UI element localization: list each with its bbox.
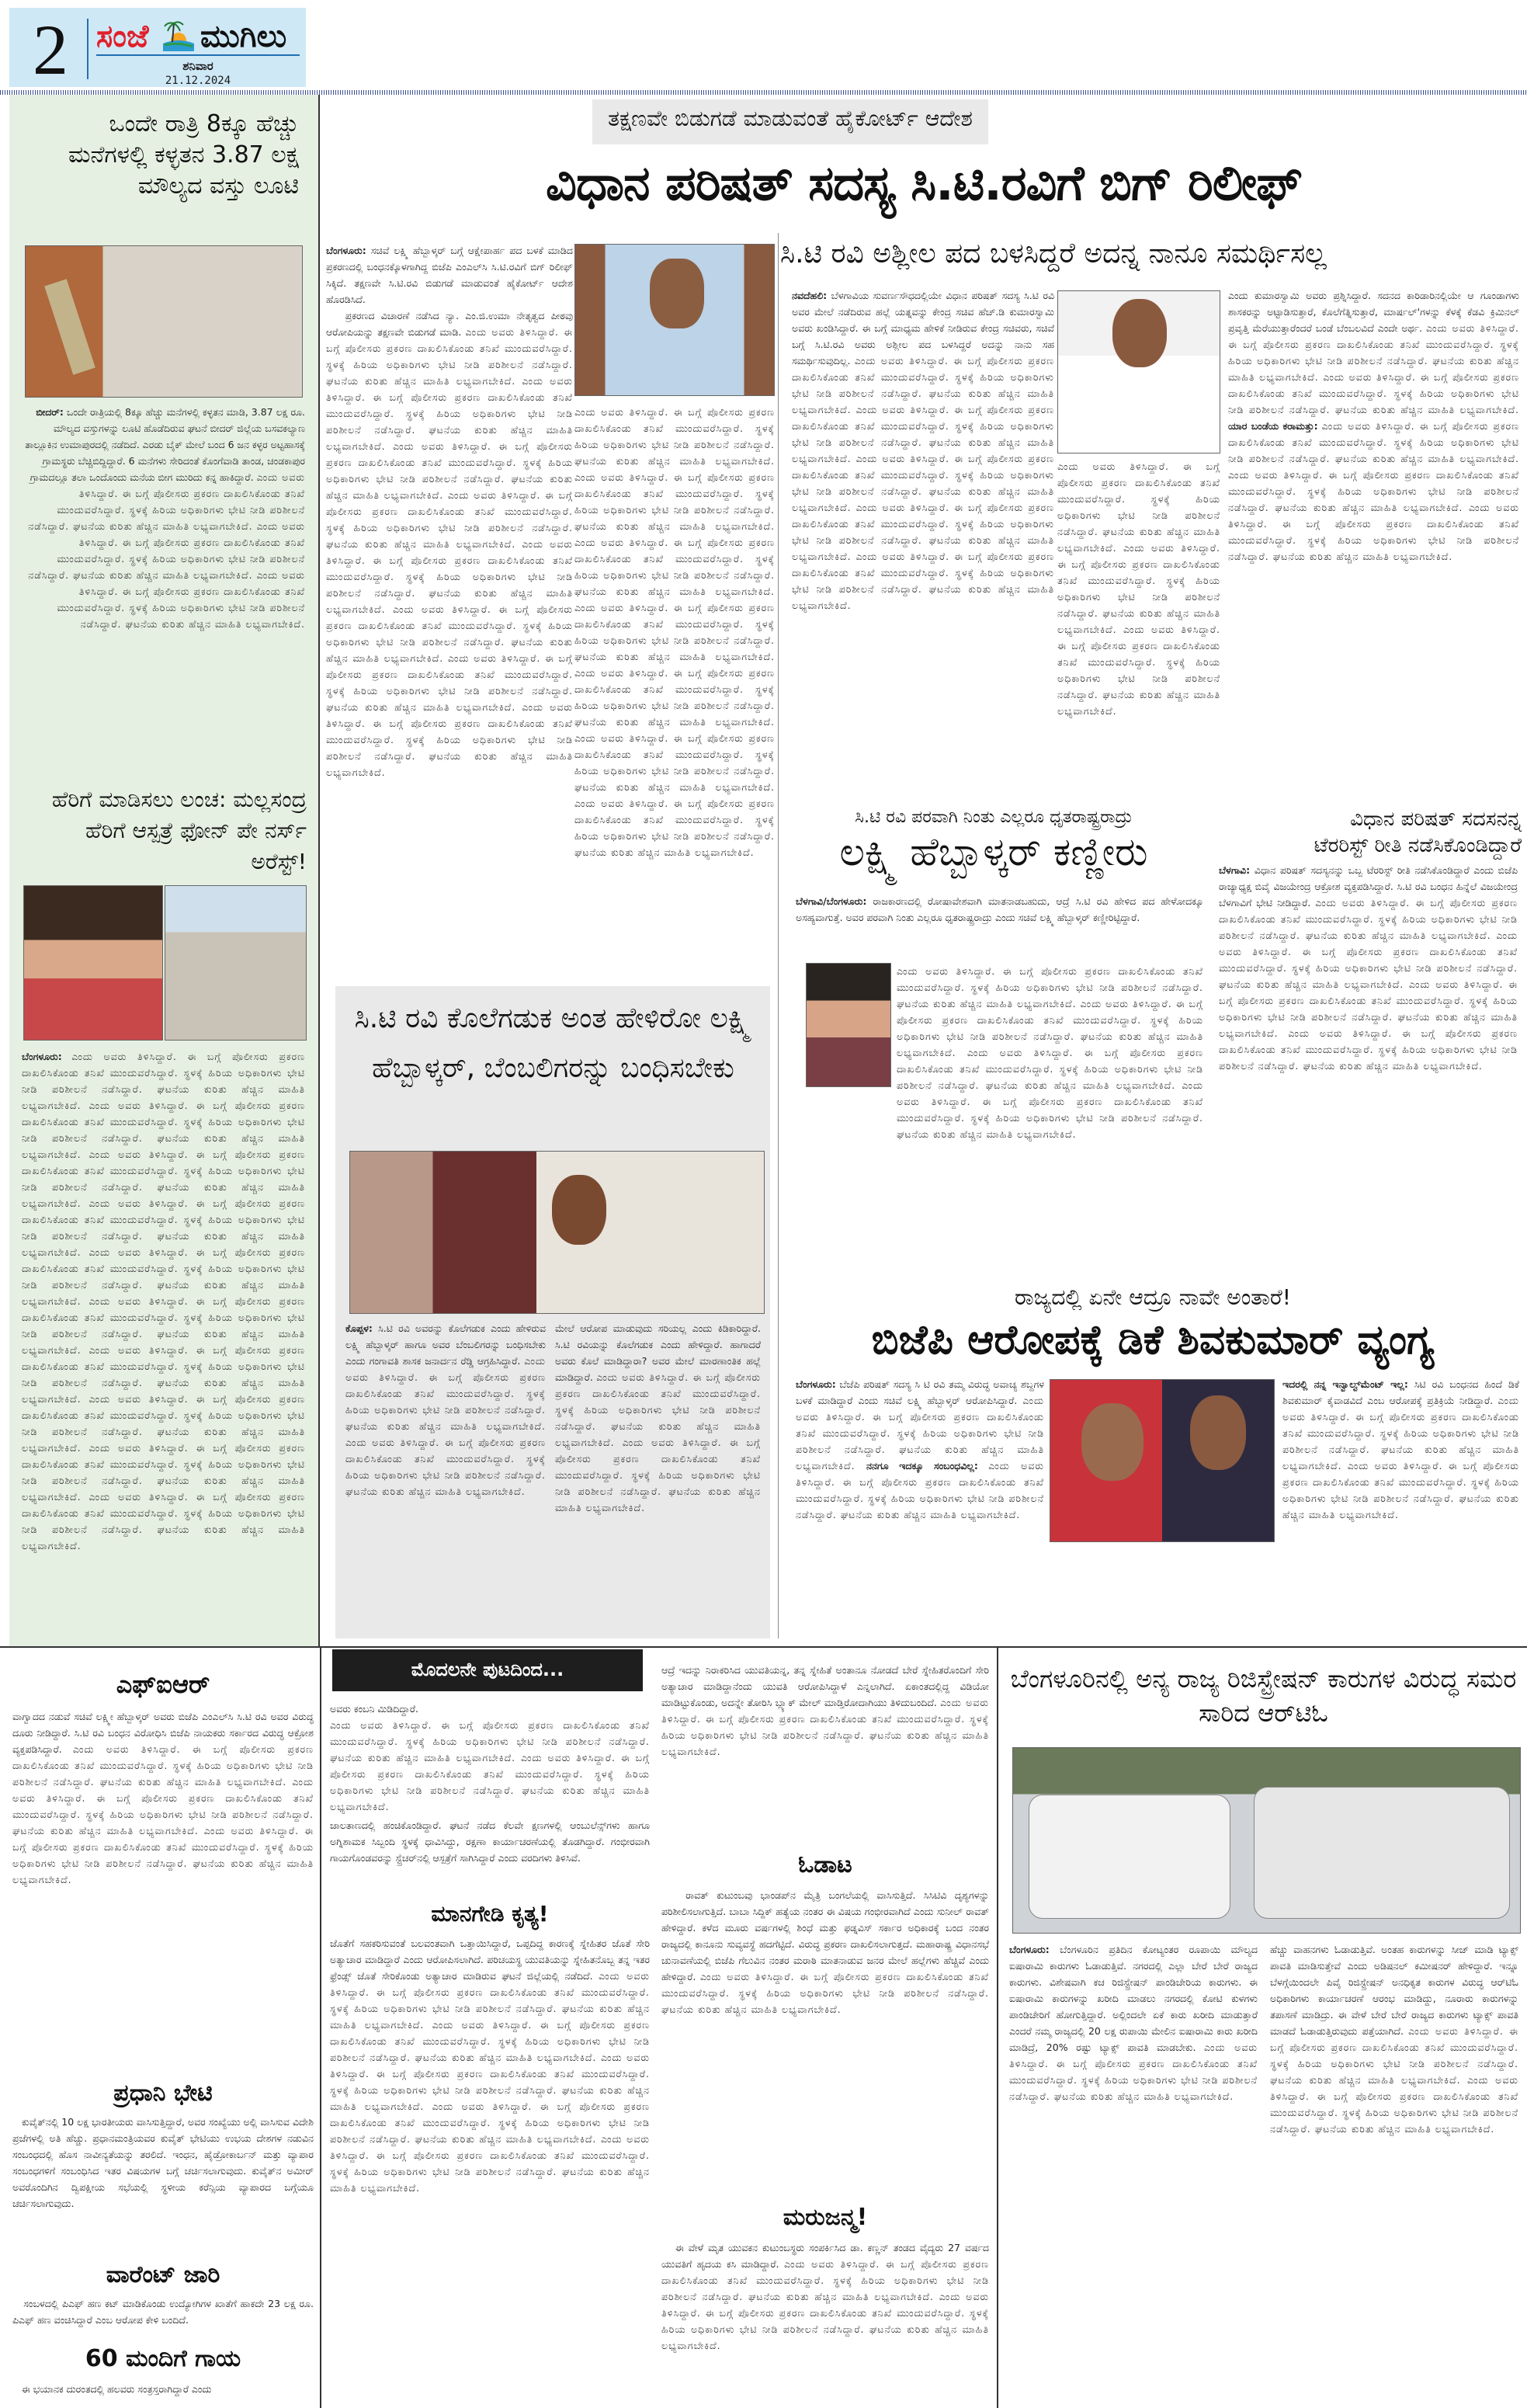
story-text: ಬೆಜೆಪಿ ಪರಿಷತ್ ಸದಸ್ಯ ಸಿ ಟಿ ರವಿ ತಮ್ಮ ವಿರುದ್ಧ ಅವಾಚ್ಯ ಶಬ್ದಗಳ ಬಳಕೆ ಮಾಡಿದ್ದಾರೆ ಎಂದು ಸಚಿವೆ ಲಕ್ಷ್ಮಿ ಹೆಬ್ಬಾಳ್ಕರ್ ಆರೋಪಿಸಿದ್ದಾರೆ. (796, 1378, 1044, 1406)
story-text-continued: ಎಂದು ಅವರು ತಿಳಿಸಿದ್ದಾರೆ. ಈ ಬಗ್ಗೆ ಪೊಲೀಸರು ಪ್ರಕರಣ ದಾಖಲಿಸಿಕೊಂಡು ತನಿಖೆ ಮುಂದುವರೆಸಿದ್ದಾರೆ. ಸ್ಥಳಕ್ಕೆ ಹಿರಿಯ ಅಧಿಕಾರಿಗಳು ಭೇಟಿ ನೀಡಿ ಪರಿಶೀಲನೆ ನಡೆಸಿದ್ದಾರೆ. ಘಟನೆಯ ಕುರಿತು ಹೆಚ್ಚಿನ ಮಾಹಿತಿ ಲಭ್ಯವಾಗಬೇಕಿದೆ. (897, 1079, 1203, 1140)
story-text-continued: ಎಂದು ಅವರು ತಿಳಿಸಿದ್ದಾರೆ. ಈ ಬಗ್ಗೆ ಪೊಲೀಸರು ಪ್ರಕರಣ ದಾಖಲಿಸಿಕೊಂಡು ತನಿಖೆ ಮುಂದುವರೆಸಿದ್ದಾರೆ. ಸ್ಥಳಕ್ಕೆ ಹಿರಿಯ ಅಧಿಕಾರಿಗಳು ಭೇಟಿ ನೀಡಿ ಪರಿಶೀಲನೆ ನಡೆಸಿದ್ದಾರೆ. ಘಟನೆಯ ಕುರಿತು ಹೆಚ್ಚಿನ ಮಾಹಿತಿ ಲಭ್ಯವಾಗಬೇಕಿದೆ. (792, 551, 1054, 611)
story-headline: ಒಂದೇ ರಾತ್ರಿ 8ಕ್ಕೂ ಹೆಚ್ಚು ಮನೆಗಳಲ್ಲಿ ಕಳ್ಳತನ 3.87 ಲಕ್ಷ ಮೌಲ್ಯದ ವಸ್ತು ಲೂಟಿ (68, 110, 299, 200)
nurse-photo (23, 885, 163, 1041)
continued-body-col2 (661, 1887, 989, 2205)
story-text: ಸಂಬಳದಲ್ಲಿ ಪಿಎಫ್ ಹಣ ಕಟ್ ಮಾಡಿಕೊಂಡು ಉದ್ಯೋಗಿಗಳ ಖಾತೆಗೆ ಹಾಕದೇ 23 ಲಕ್ಷ ರೂ. ಪಿಎಫ್ ಹಣ ವಂಚಿಸಿದ್ದಾರೆ ಎಂಬ ಆರೋಪ ಕೇಳಿ ಬಂದಿದೆ. (12, 2298, 314, 2326)
story-text-continued: ಎಂದು ಅವರು ತಿಳಿಸಿದ್ದಾರೆ. ಈ ಬಗ್ಗೆ ಪೊಲೀಸರು ಪ್ರಕರಣ ದಾಖಲಿಸಿಕೊಂಡು ತನಿಖೆ ಮುಂದುವರೆಸಿದ್ದಾರೆ. ಸ್ಥಳಕ್ಕೆ ಹಿರಿಯ ಅಧಿಕಾರಿಗಳು ಭೇಟಿ ನೀಡಿ ಪರಿಶೀಲನೆ ನಡೆಸಿದ್ದಾರೆ. ಘಟನೆಯ ಕುರಿತು ಹೆಚ್ಚಿನ ಮಾಹಿತಿ ಲಭ್ಯವಾಗಬೇಕಿದೆ. (326, 440, 573, 501)
story-text-continued: ಎಂದು ಅವರು ತಿಳಿಸಿದ್ದಾರೆ. ಈ ಬಗ್ಗೆ ಪೊಲೀಸರು ಪ್ರಕರಣ ದಾಖಲಿಸಿಕೊಂಡು ತನಿಖೆ ಮುಂದುವರೆಸಿದ್ದಾರೆ. ಸ್ಥಳಕ್ಕೆ ಹಿರಿಯ ಅಧಿಕಾರಿಗಳು ಭೇಟಿ ನೀಡಿ ಪರಿಶೀಲನೆ ನಡೆಸಿದ್ದಾರೆ. ಘಟನೆಯ ಕುರಿತು ಹೆಚ್ಚಿನ ಮಾಹಿತಿ ಲಭ್ಯವಾಗಬೇಕಿದೆ. (57, 569, 305, 630)
story-text-continued: ಎಂದು ಅವರು ತಿಳಿಸಿದ್ದಾರೆ. ಈ ಬಗ್ಗೆ ಪೊಲೀಸರು ಪ್ರಕರಣ ದಾಖಲಿಸಿಕೊಂಡು ತನಿಖೆ ಮುಂದುವರೆಸಿದ್ದಾರೆ. ಸ್ಥಳಕ್ಕೆ ಹಿರಿಯ ಅಧಿಕಾರಿಗಳು ಭೇಟಿ ನೀಡಿ ಪರಿಶೀಲನೆ ನಡೆಸಿದ್ದಾರೆ. ಘಟನೆಯ ಕುರಿತು ಹೆಚ್ಚಿನ ಮಾಹಿತಿ ಲಭ್ಯವಾಗಬೇಕಿದೆ. (1282, 1395, 1519, 1472)
story-text-continued: ಎಂದು ಅವರು ತಿಳಿಸಿದ್ದಾರೆ. ಈ ಬಗ್ಗೆ ಪೊಲೀಸರು ಪ್ರಕರಣ ದಾಖಲಿಸಿಕೊಂಡು ತನಿಖೆ ಮುಂದುವರೆಸಿದ್ದಾರೆ. ಸ್ಥಳಕ್ಕೆ ಹಿರಿಯ ಅಧಿಕಾರಿಗಳು ಭೇಟಿ ನೀಡಿ ಪರಿಶೀಲನೆ ನಡೆಸಿದ್ದಾರೆ. ಘಟನೆಯ ಕುರಿತು ಹೆಚ್ಚಿನ ಮಾಹಿತಿ ಲಭ್ಯವಾಗಬೇಕಿದೆ. (330, 2019, 650, 2063)
story-text-continued: ಎಂದು ಅವರು ತಿಳಿಸಿದ್ದಾರೆ. ಈ ಬಗ್ಗೆ ಪೊಲೀಸರು ಪ್ರಕರಣ ದಾಖಲಿಸಿಕೊಂಡು ತನಿಖೆ ಮುಂದುವರೆಸಿದ್ದಾರೆ. ಸ್ಥಳಕ್ಕೆ ಹಿರಿಯ ಅಧಿಕಾರಿಗಳು ಭೇಟಿ ನೀಡಿ ಪರಿಶೀಲನೆ ನಡೆಸಿದ್ದಾರೆ. ಘಟನೆಯ ಕುರಿತು ಹೆಚ್ಚಿನ ಮಾಹಿತಿ ಲಭ್ಯವಾಗಬೇಕಿದೆ. (661, 2258, 989, 2302)
section-headline: ವಾರೆಂಟ್ ಜಾರಿ (106, 2261, 220, 2288)
story-text-continued: ಎಂದು ಅವರು ತಿಳಿಸಿದ್ದಾರೆ. ಈ ಬಗ್ಗೆ ಪೊಲೀಸರು ಪ್ರಕರಣ ದಾಖಲಿಸಿಕೊಂಡು ತನಿಖೆ ಮುಂದುವರೆಸಿದ್ದಾರೆ. ಸ್ಥಳಕ್ಕೆ ಹಿರಿಯ ಅಧಿಕಾರಿಗಳು ಭೇಟಿ ನೀಡಿ ಪರಿಶೀಲನೆ ನಡೆಸಿದ್ದಾರೆ. ಘಟನೆಯ ಕುರಿತು ಹೆಚ್ಚಿನ ಮಾಹಿತಿ ಲಭ್ಯವಾಗಬೇಕಿದೆ. (1219, 929, 1518, 990)
issue-day: ಶನಿವಾರ (182, 59, 213, 73)
subhead: ನನಗೂ ಇದಕ್ಕೂ ಸಂಬಂಧವಿಲ್ಲ: (866, 1460, 978, 1472)
story-kicker: ಸಿ.ಟಿ ರವಿ ಪರವಾಗಿ ನಿಂತು ಎಲ್ಲರೂ ಧೃತರಾಷ್ಟ್ರರಾದ್ರು (855, 808, 1133, 827)
dateline: ನವದೆಹಲಿ: (792, 290, 828, 301)
story-headline: ಬೆಂಗಳೂರಿನಲ್ಲಿ ಅನ್ಯ ರಾಜ್ಯ ರಿಜಿಸ್ಟ್ರೇಷನ್ ಕಾರುಗಳ ವಿರುದ್ಧ ಸಮರ ಸಾರಿದ ಆರ್‌ಟಿಓ (1010, 1664, 1517, 1728)
story-text: ಸಚಿವೆ ಲಕ್ಷ್ಮಿ ಹೆಬ್ಬಾಳ್ಕರ್ ಬಗ್ಗೆ ಆಕ್ಷೇಪಾರ್ಹ ಪದ ಬಳಕೆ ಮಾಡಿದ ಪ್ರಕರಣದಲ್ಲಿ ಬಂಧನಕ್ಕೊಳಗಾಗಿದ್ದ ಬಿಜೆಪಿ ಎಂಎಲ್‌ಸಿ ಸಿ.ಟಿ.ರವಿಗೆ ಬಿಗ್ ರಿಲೀಫ್ ಸಿಕ್ಕಿದೆ. ತಕ್ಷಣವೇ ಸಿ.ಟಿ.ರವಿ ಬಿಡುಗಡೆ ಮಾಡುವಂತೆ ಹೈಕೋರ್ಟ್ ಆದೇಶ ಹೊರಡಿಸಿದೆ. (326, 245, 573, 305)
logo-text-black: ಮುಗಿಲು (200, 19, 287, 54)
masthead-divider (87, 19, 88, 79)
story-text: ಕುವೈತ್‌ನಲ್ಲಿ 10 ಲಕ್ಷ ಭಾರತೀಯರು ವಾಸಿಸುತ್ತಿದ್ದಾರೆ, ಅವರ ಸಂಖ್ಯೆಯು ಅಲ್ಲಿ ವಾಸಿಸುವ ವಿದೇಶಿ ಪ್ರಜೆಗಳಲ್ಲಿ ಅತಿ ಹೆಚ್ಚು. ಪ್ರಧಾನಮಂತ್ರಿಯವರ ಕುವೈತ್ ಭೇಟಿಯು ಉಭಯ ದೇಶಗಳ ನಡುವಿನ ಸಂಬಂಧದಲ್ಲಿ ಹೊಸ ನಾವೀನ್ಯತೆಯನ್ನು ತರಲಿದೆ. ಇಂಧನ, ಹೈಡ್ರೋಕಾರ್ಬನ್ ಮತ್ತು ವ್ಯಾಪಾರ ಸಂಬಂಧಗಳಿಗೆ ಸಂಬಂಧಿಸಿದ ಇತರ ವಿಷಯಗಳ ಬಗ್ಗೆ ಚರ್ಚಿಸಲಾಗುವುದು. ಕುವೈತ್‌ನ ಅಮೀರ್ ಅವರೊಂದಿಗಿನ ದ್ವಿಪಕ್ಷೀಯ ಸಭೆಯಲ್ಲಿ ಸ್ಥಳೀಯ ಕರೆನ್ಸಿಯ ವ್ಯಾಪಾರದ ಬಗ್ಗೆಯೂ ಚರ್ಚಿಸಲಾಗುವುದು. (12, 2116, 314, 2209)
story-text-continued: ಎಂದು ಅವರು ತಿಳಿಸಿದ್ದಾರೆ. ಈ ಬಗ್ಗೆ ಪೊಲೀಸರು ಪ್ರಕರಣ ದಾಖಲಿಸಿಕೊಂಡು ತನಿಖೆ ಮುಂದುವರೆಸಿದ್ದಾರೆ. ಸ್ಥಳಕ್ಕೆ ಹಿರಿಯ ಅಧಿಕಾರಿಗಳು ಭೇಟಿ ನೀಡಿ ಪರಿಶೀಲನೆ ನಡೆಸಿದ್ದಾರೆ. ಘಟನೆಯ ಕುರಿತು ಹೆಚ್ಚಿನ ಮಾಹಿತಿ ಲಭ್ಯವಾಗಬೇಕಿದೆ. (345, 1355, 546, 1432)
story-body (1009, 1941, 1258, 2403)
story-text-continued: ಎಂದು ಅವರು ತಿಳಿಸಿದ್ದಾರೆ. ಈ ಬಗ್ಗೆ ಪೊಲೀಸರು ಪ್ರಕರಣ ದಾಖಲಿಸಿಕೊಂಡು ತನಿಖೆ ಮುಂದುವರೆಸಿದ್ದಾರೆ. ಸ್ಥಳಕ್ಕೆ ಹಿರಿಯ ಅಧಿಕಾರಿಗಳು ಭೇಟಿ ನೀಡಿ ಪರಿಶೀಲನೆ ನಡೆಸಿದ್ದಾರೆ. ಘಟನೆಯ ಕುರಿತು ಹೆಚ್ಚಿನ ಮಾಹಿತಿ ಲಭ್ಯವಾಗಬೇಕಿದೆ. (661, 2291, 989, 2351)
portrait-face-shape (650, 259, 704, 328)
story-text: ಎಂದು ಅವರು ತಿಳಿಸಿದ್ದಾರೆ. ಈ ಬಗ್ಗೆ ಪೊಲೀಸರು ಪ್ರಕರಣ ದಾಖಲಿಸಿಕೊಂಡು ತನಿಖೆ ಮುಂದುವರೆಸಿದ್ದಾರೆ. ಸ್ಥಳಕ್ಕೆ ಹಿರಿಯ ಅಧಿಕಾರಿಗಳು ಭೇಟಿ ನೀಡಿ ಪರಿಶೀಲನೆ ನಡೆಸಿದ್ದಾರೆ. ಘಟನೆಯ ಕುರಿತು ಹೆಚ್ಚಿನ ಮಾಹಿತಿ ಲಭ್ಯವಾಗಬೇಕಿದೆ. (22, 1051, 305, 1111)
story-text-continued: ಎಂದು ಅವರು ತಿಳಿಸಿದ್ದಾರೆ. ಈ ಬಗ್ಗೆ ಪೊಲೀಸರು ಪ್ರಕರಣ ದಾಖಲಿಸಿಕೊಂಡು ತನಿಖೆ ಮುಂದುವರೆಸಿದ್ದಾರೆ. ಸ್ಥಳಕ್ಕೆ ಹಿರಿಯ ಅಧಿಕಾರಿಗಳು ಭೇಟಿ ನೀಡಿ ಪರಿಶೀಲನೆ ನಡೆಸಿದ್ದಾರೆ. ಘಟನೆಯ ಕುರಿತು ಹೆಚ್ಚಿನ ಮಾಹಿತಿ ಲಭ್ಯವಾಗಬೇಕಿದೆ. (326, 375, 573, 452)
story-text-continued: ಎಂದು ಅವರು ತಿಳಿಸಿದ್ದಾರೆ. ಈ ಬಗ್ಗೆ ಪೊಲೀಸರು ಪ್ರಕರಣ ದಾಖಲಿಸಿಕೊಂಡು ತನಿಖೆ ಮುಂದುವರೆಸಿದ್ದಾರೆ. ಸ್ಥಳಕ್ಕೆ ಹಿರಿಯ ಅಧಿಕಾರಿಗಳು ಭೇಟಿ ನೀಡಿ ಪರಿಶೀಲನೆ ನಡೆಸಿದ್ದಾರೆ. ಘಟನೆಯ ಕುರಿತು ಹೆಚ್ಚಿನ ಮಾಹಿತಿ ಲಭ್ಯವಾಗಬೇಕಿದೆ. (574, 537, 775, 597)
story-text-continued: ಎಂದು ಅವರು ತಿಳಿಸಿದ್ದಾರೆ. ಈ ಬಗ್ಗೆ ಪೊಲೀಸರು ಪ್ರಕರಣ ದಾಖಲಿಸಿಕೊಂಡು ತನಿಖೆ ಮುಂದುವರೆಸಿದ್ದಾರೆ. ಸ್ಥಳಕ್ಕೆ ಹಿರಿಯ ಅಧಿಕಾರಿಗಳು ಭೇಟಿ ನೀಡಿ ಪರಿಶೀಲನೆ ನಡೆಸಿದ್ದಾರೆ. ಘಟನೆಯ ಕುರಿತು ಹೆಚ್ಚಿನ ಮಾಹಿತಿ ಲಭ್ಯವಾಗಬೇಕಿದೆ. (1270, 2074, 1518, 2135)
white-suv-shape (1254, 1787, 1510, 1919)
story-text-continued: ಎಂದು ಅವರು ತಿಳಿಸಿದ್ದಾರೆ. ಈ ಬಗ್ಗೆ ಪೊಲೀಸರು ಪ್ರಕರಣ ದಾಖಲಿಸಿಕೊಂಡು ತನಿಖೆ ಮುಂದುವರೆಸಿದ್ದಾರೆ. ಸ್ಥಳಕ್ಕೆ ಹಿರಿಯ ಅಧಿಕಾರಿಗಳು ಭೇಟಿ ನೀಡಿ ಪರಿಶೀಲನೆ ನಡೆಸಿದ್ದಾರೆ. ಘಟನೆಯ ಕುರಿತು ಹೆಚ್ಚಿನ ಮಾಹಿತಿ ಲಭ್ಯವಾಗಬೇಕಿದೆ. (1219, 897, 1518, 941)
door-handle-shape (44, 279, 95, 374)
story-headline: ಲಕ್ಷ್ಮಿ ಹೆಬ್ಬಾಳ್ಕರ್ ಕಣ್ಣೀರು (839, 829, 1148, 874)
section-headline: ಮರುಜನ್ಮ! (783, 2204, 868, 2231)
story-text-continued: ಎಂದು ಅವರು ತಿಳಿಸಿದ್ದಾರೆ. ಈ ಬಗ್ಗೆ ಪೊಲೀಸರು ಪ್ರಕರಣ ದಾಖಲಿಸಿಕೊಂಡು ತನಿಖೆ ಮುಂದುವರೆಸಿದ್ದಾರೆ. ಸ್ಥಳಕ್ಕೆ ಹಿರಿಯ ಅಧಿಕಾರಿಗಳು ಭೇಟಿ ನೀಡಿ ಪರಿಶೀಲನೆ ನಡೆಸಿದ್ದಾರೆ. ಘಟನೆಯ ಕುರಿತು ಹೆಚ್ಚಿನ ಮಾಹಿತಿ ಲಭ್ಯವಾಗಬೇಕಿದೆ. (12, 1825, 314, 1885)
sunset-palm-icon (161, 20, 196, 51)
subhead: ಇದರಲ್ಲಿ ನನ್ನ ಇನ್ವಾಲ್ವ್‌ಮೆಂಟ್ ಇಲ್ಲ: (1282, 1378, 1408, 1390)
story-text: ಜೊತೆಗೆ ಸಹಕರಿಸುವಂತೆ ಬಲವಂತವಾಗಿ ಒತ್ತಾಯಿಸಿದ್ದಾರೆ, ಒಪ್ಪದಿದ್ದ ಕಾರಣಕ್ಕೆ ಸ್ನೇಹಿತರ ಜೊತೆ ಸೇರಿ ಅತ್ಯಾಚಾರ ಮಾಡಿದ್ದಾರೆ ಎಂದು ಆರೋಪಿಸಲಾಗಿದೆ. ಪರಿಚಯಸ್ಥ ಯುವತಿಯನ್ನು ಸ್ನೇಹಿತನೊಬ್ಬ ತನ್ನ ಇತರ ಫ್ರೆಂಡ್ಸ್ ಜೊತೆ ಸೇರಿಕೊಂಡು ಅತ್ಯಾಚಾರ ಮಾಡಿರುವ ಘಟನೆ ಜಿಲ್ಲೆಯಲ್ಲಿ ನಡೆದಿದೆ. (330, 1937, 650, 1982)
story-text-continued: ಎಂದು ಅವರು ತಿಳಿಸಿದ್ದಾರೆ. ಈ ಬಗ್ಗೆ ಪೊಲೀಸರು ಪ್ರಕರಣ ದಾಖಲಿಸಿಕೊಂಡು ತನಿಖೆ ಮುಂದುವರೆಸಿದ್ದಾರೆ. ಸ್ಥಳಕ್ಕೆ ಹಿರಿಯ ಅಧಿಕಾರಿಗಳು ಭೇಟಿ ನೀಡಿ ಪರಿಶೀಲನೆ ನಡೆಸಿದ್ದಾರೆ. ಘಟನೆಯ ಕುರಿತು ಹೆಚ್ಚಿನ ಮಾಹಿತಿ ಲಭ್ಯವಾಗಬೇಕಿದೆ. (574, 667, 775, 728)
story-kicker: ರಾಜ್ಯದಲ್ಲಿ ಏನೇ ಆದ್ರೂ ನಾವೇ ಅಂತಾರೆ! (1014, 1284, 1292, 1310)
portrait-face-shape (1081, 1403, 1144, 1481)
dateline: ಬೆಂಗಳೂರು: (326, 245, 366, 256)
story-text-continued: ಎಂದು ಅವರು ತಿಳಿಸಿದ್ದಾರೆ. ಈ ಬಗ್ಗೆ ಪೊಲೀಸರು ಪ್ರಕರಣ ದಾಖಲಿಸಿಕೊಂಡು ತನಿಖೆ ಮುಂದುವರೆಸಿದ್ದಾರೆ. ಸ್ಥಳಕ್ಕೆ ಹಿರಿಯ ಅಧಿಕಾರಿಗಳು ಭೇಟಿ ನೀಡಿ ಪರಿಶೀಲನೆ ನಡೆಸಿದ್ದಾರೆ. ಘಟನೆಯ ಕುರಿತು ಹೆಚ್ಚಿನ ಮಾಹಿತಿ ಲಭ್ಯವಾಗಬೇಕಿದೆ. (330, 2100, 650, 2145)
story-body-right (1270, 1941, 1518, 2403)
story-headline: ಸಿ.ಟಿ ರವಿ ಅಶ್ಲೀಲ ಪದ ಬಳಸಿದ್ದರೆ ಅದನ್ನ ನಾನೂ ಸಮರ್ಥಿಸಲ್ಲ (780, 238, 1327, 269)
story-text: ಎಂದು ಅವರು ತಿಳಿಸಿದ್ದಾರೆ. ಈ ಬಗ್ಗೆ ಪೊಲೀಸರು ಪ್ರಕರಣ ದಾಖಲಿಸಿಕೊಂಡು ತನಿಖೆ ಮುಂದುವರೆಸಿದ್ದಾರೆ. ಸ್ಥಳಕ್ಕೆ ಹಿರಿಯ ಅಧಿಕಾರಿಗಳು ಭೇಟಿ ನೀಡಿ ಪರಿಶೀಲನೆ ನಡೆಸಿದ್ದಾರೆ. ಘಟನೆಯ ಕುರಿತು ಹೆಚ್ಚಿನ ಮಾಹಿತಿ ಲಭ್ಯವಾಗಬೇಕಿದೆ. (22, 1246, 305, 1307)
story-text-continued: ಎಂದು ಅವರು ತಿಳಿಸಿದ್ದಾರೆ. ಈ ಬಗ್ಗೆ ಪೊಲೀಸರು ಪ್ರಕರಣ ದಾಖಲಿಸಿಕೊಂಡು ತನಿಖೆ ಮುಂದುವರೆಸಿದ್ದಾರೆ. ಸ್ಥಳಕ್ಕೆ ಹಿರಿಯ ಅಧಿಕಾರಿಗಳು ಭೇಟಿ ನೀಡಿ ಪರಿಶೀಲನೆ ನಡೆಸಿದ್ದಾರೆ. ಘಟನೆಯ ಕುರಿತು ಹೆಚ್ಚಿನ ಮಾಹಿತಿ ಲಭ್ಯವಾಗಬೇಕಿದೆ. (574, 732, 775, 793)
story-text: ಸಿ.ಟಿ ರವಿ ಅವರನ್ನು ಕೊಲೆಗಡುಕ ಎಂದು ಹೇಳಿರುವ ಲಕ್ಷ್ಮಿ ಹೆಬ್ಬಾಳ್ಕರ್ ಹಾಗೂ ಅವರ ಬೆಂಬಲಿಗರನ್ನು ಬಂಧಿಸಬೇಕು ಎಂದು ಗಂಗಾವತಿ ಶಾಸಕ ಜನಾರ್ದನ ರೆಡ್ಡಿ ಆಗ್ರಹಿಸಿದ್ದಾರೆ. (345, 1322, 546, 1367)
story-text-continued: ಎಂದು ಅವರು ತಿಳಿಸಿದ್ದಾರೆ. ಈ ಬಗ್ಗೆ ಪೊಲೀಸರು ಪ್ರಕರಣ ದಾಖಲಿಸಿಕೊಂಡು ತನಿಖೆ ಮುಂದುವರೆಸಿದ್ದಾರೆ. ಸ್ಥಳಕ್ಕೆ ಹಿರಿಯ ಅಧಿಕಾರಿಗಳು ಭೇಟಿ ನೀಡಿ ಪರಿಶೀಲನೆ ನಡೆಸಿದ್ದಾರೆ. ಘಟನೆಯ ಕುರಿತು ಹೆಚ್ಚಿನ ಮಾಹಿತಿ ಲಭ್ಯವಾಗಬೇಕಿದೆ. (796, 1395, 1044, 1472)
story-text-continued: ಎಂದು ಅವರು ತಿಳಿಸಿದ್ದಾರೆ. ಈ ಬಗ್ಗೆ ಪೊಲೀಸರು ಪ್ರಕರಣ ದಾಖಲಿಸಿಕೊಂಡು ತನಿಖೆ ಮುಂದುವರೆಸಿದ್ದಾರೆ. ಸ್ಥಳಕ್ಕೆ ಹಿರಿಯ ಅಧಿಕಾರಿಗಳು ಭೇಟಿ ನೀಡಿ ಪರಿಶೀಲನೆ ನಡೆಸಿದ್ದಾರೆ. ಘಟನೆಯ ಕುರಿತು ಹೆಚ್ಚಿನ ಮಾಹಿತಿ ಲಭ್ಯವಾಗಬೇಕಿದೆ. (326, 701, 573, 778)
janardhana-reddy-photo (349, 1151, 765, 1314)
story-text-continued: ಎಂದು ಅವರು ತಿಳಿಸಿದ್ದಾರೆ. ಈ ಬಗ್ಗೆ ಪೊಲೀಸರು ಪ್ರಕರಣ ದಾಖಲಿಸಿಕೊಂಡು ತನಿಖೆ ಮುಂದುವರೆಸಿದ್ದಾರೆ. ಸ್ಥಳಕ್ಕೆ ಹಿರಿಯ ಅಧಿಕಾರಿಗಳು ಭೇಟಿ ನೀಡಿ ಪರಿಶೀಲನೆ ನಡೆಸಿದ್ದಾರೆ. ಘಟನೆಯ ಕುರಿತು ಹೆಚ್ಚಿನ ಮಾಹಿತಿ ಲಭ್ಯವಾಗಬೇಕಿದೆ. (28, 520, 305, 581)
story-text-continued: ಎಂದು ಅವರು ತಿಳಿಸಿದ್ದಾರೆ. ಈ ಬಗ್ಗೆ ಪೊಲೀಸರು ಪ್ರಕರಣ ದಾಖಲಿಸಿಕೊಂಡು ತನಿಖೆ ಮುಂದುವರೆಸಿದ್ದಾರೆ. ಸ್ಥಳಕ್ಕೆ ಹಿರಿಯ ಅಧಿಕಾರಿಗಳು ಭೇಟಿ ನೀಡಿ ಪರಿಶೀಲನೆ ನಡೆಸಿದ್ದಾರೆ. ಘಟನೆಯ ಕುರಿತು ಹೆಚ್ಚಿನ ಮಾಹಿತಿ ಲಭ್ಯವಾಗಬೇಕಿದೆ. (897, 965, 1203, 1009)
story-text-continued: ಎಂದು ಅವರು ತಿಳಿಸಿದ್ದಾರೆ. ಈ ಬಗ್ಗೆ ಪೊಲೀಸರು ಪ್ರಕರಣ ದಾಖಲಿಸಿಕೊಂಡು ತನಿಖೆ ಮುಂದುವರೆಸಿದ್ದಾರೆ. ಸ್ಥಳಕ್ಕೆ ಹಿರಿಯ ಅಧಿಕಾರಿಗಳು ಭೇಟಿ ನೀಡಿ ಪರಿಶೀಲನೆ ನಡೆಸಿದ್ದಾರೆ. ಘಟನೆಯ ಕುರಿತು ಹೆಚ್ಚಿನ ಮಾಹಿತಿ ಲಭ್ಯವಾಗಬೇಕಿದೆ. (1009, 2041, 1258, 2102)
section-body (12, 2381, 314, 2397)
story-body-continued (897, 963, 1203, 1273)
section-headline: ಪ್ರಧಾನಿ ಭೇಟಿ (113, 2080, 213, 2107)
lead-headline: ವಿಧಾನ ಪರಿಷತ್ ಸದಸ್ಯ ಸಿ.ಟಿ.ರವಿಗೆ ಬಿಗ್ ರಿಲೀಫ್ (546, 155, 1302, 211)
story-text: ಈ ವೇಳೆ ಮೃತ ಯುವಕನ ಕುಟುಂಬಸ್ಥರು ಸಂಪರ್ಕಿಸಿದ ಡಾ. ಕಣ್ಣನ್ ತಂಡದ ವೈದ್ಯರು 27 ವರ್ಷದ ಯುವತಿಗೆ ಹೃದಯ ಕಸಿ ಮಾಡಿದ್ದಾರೆ. (661, 2242, 989, 2270)
story-text-continued: ಎಂದು ಅವರು ತಿಳಿಸಿದ್ದಾರೆ. ಈ ಬಗ್ಗೆ ಪೊಲೀಸರು ಪ್ರಕರಣ ದಾಖಲಿಸಿಕೊಂಡು ತನಿಖೆ ಮುಂದುವರೆಸಿದ್ದಾರೆ. ಸ್ಥಳಕ್ಕೆ ಹಿರಿಯ ಅಧಿಕಾರಿಗಳು ಭೇಟಿ ನೀಡಿ ಪರಿಶೀಲನೆ ನಡೆಸಿದ್ದಾರೆ. ಘಟನೆಯ ಕುರಿತು ಹೆಚ್ಚಿನ ಮಾಹಿತಿ ಲಭ್ಯವಾಗಬೇಕಿದೆ. (1228, 322, 1519, 383)
story-text-continued: ಎಂದು ಅವರು ತಿಳಿಸಿದ್ದಾರೆ. ಈ ಬಗ್ಗೆ ಪೊಲೀಸರು ಪ್ರಕರಣ ದಾಖಲಿಸಿಕೊಂಡು ತನಿಖೆ ಮುಂದುವರೆಸಿದ್ದಾರೆ. ಸ್ಥಳಕ್ಕೆ ಹಿರಿಯ ಅಧಿಕಾರಿಗಳು ಭೇಟಿ ನೀಡಿ ಪರಿಶೀಲನೆ ನಡೆಸಿದ್ದಾರೆ. ಘಟನೆಯ ಕುರಿತು ಹೆಚ್ಚಿನ ಮಾಹಿತಿ ಲಭ್ಯವಾಗಬೇಕಿದೆ. (326, 603, 573, 664)
story-body (796, 1376, 1044, 1640)
story-text-continued: ಎಂದು ಅವರು ತಿಳಿಸಿದ್ದಾರೆ. ಈ ಬಗ್ಗೆ ಪೊಲೀಸರು ಪ್ರಕರಣ ದಾಖಲಿಸಿಕೊಂಡು ತನಿಖೆ ಮುಂದುವರೆಸಿದ್ದಾರೆ. ಸ್ಥಳಕ್ಕೆ ಹಿರಿಯ ಅಧಿಕಾರಿಗಳು ಭೇಟಿ ನೀಡಿ ಪರಿಶೀಲನೆ ನಡೆಸಿದ್ದಾರೆ. ಘಟನೆಯ ಕುರಿತು ಹೆಚ್ಚಿನ ಮಾಹಿತಿ ಲಭ್ಯವಾಗಬೇಕಿದೆ. (1057, 542, 1220, 635)
story-text-continued: ಎಂದು ಅವರು ತಿಳಿಸಿದ್ದಾರೆ. ಈ ಬಗ್ಗೆ ಪೊಲೀಸರು ಪ್ರಕರಣ ದಾಖಲಿಸಿಕೊಂಡು ತನಿಖೆ ಮುಂದುವರೆಸಿದ್ದಾರೆ. ಸ್ಥಳಕ್ಕೆ ಹಿರಿಯ ಅಧಿಕಾರಿಗಳು ಭೇಟಿ ನೀಡಿ ಪರಿಶೀಲನೆ ನಡೆಸಿದ್ದಾರೆ. ಘಟನೆಯ ಕುರಿತು ಹೆಚ್ಚಿನ ಮಾಹಿತಿ ಲಭ್ಯವಾಗಬೇಕಿದೆ. (326, 652, 573, 713)
lead-story-body (326, 242, 573, 988)
story-text: ರಾಜಕಾರಣದಲ್ಲಿ ರೋಷಾವೇಶವಾಗಿ ಮಾತನಾಡಬಹುದು, ಆದ್ರೆ ಸಿ.ಟಿ ರವಿ ಹೇಳಿದ ಪದ ಹೇಳೋದಕ್ಕೂ ಅಸಹ್ಯವಾಗುತ್ತೆ. ಅವರ ಪರವಾಗಿ ನಿಂತು ಎಲ್ಲರೂ ಧೃತರಾಷ್ಟ್ರರಾದ್ರು ಎಂದು ಸಚಿವೆ ಲಕ್ಷ್ಮಿ ಹೆಬ್ಬಾಳ್ಕರ್ ಕಣ್ಣೀರಿಟ್ಟಿದ್ದಾರೆ. (796, 895, 1203, 923)
story-text-continued: ಎಂದು ಅವರು ತಿಳಿಸಿದ್ದಾರೆ. ಈ ಬಗ್ಗೆ ಪೊಲೀಸರು ಪ್ರಕರಣ ದಾಖಲಿಸಿಕೊಂಡು ತನಿಖೆ ಮುಂದುವರೆಸಿದ್ದಾರೆ. ಸ್ಥಳಕ್ಕೆ ಹಿರಿಯ ಅಧಿಕಾರಿಗಳು ಭೇಟಿ ನೀಡಿ ಪರಿಶೀಲನೆ ನಡೆಸಿದ್ದಾರೆ. ಘಟನೆಯ ಕುರಿತು ಹೆಚ್ಚಿನ ಮಾಹಿತಿ ಲಭ್ಯವಾಗಬೇಕಿದೆ. (330, 2052, 650, 2112)
continued-body (330, 1817, 650, 1866)
story-text-continued: ಎಂದು ಅವರು ತಿಳಿಸಿದ್ದಾರೆ. ಈ ಬಗ್ಗೆ ಪೊಲೀಸರು ಪ್ರಕರಣ ದಾಖಲಿಸಿಕೊಂಡು ತನಿಖೆ ಮುಂದುವರೆಸಿದ್ದಾರೆ. ಸ್ಥಳಕ್ಕೆ ಹಿರಿಯ ಅಧಿಕಾರಿಗಳು ಭೇಟಿ ನೀಡಿ ಪರಿಶೀಲನೆ ನಡೆಸಿದ್ದಾರೆ. ಘಟನೆಯ ಕುರಿತು ಹೆಚ್ಚಿನ ಮಾಹಿತಿ ಲಭ್ಯವಾಗಬೇಕಿದೆ. (28, 471, 305, 532)
story-text-continued: ಎಂದು ಅವರು ತಿಳಿಸಿದ್ದಾರೆ. ಈ ಬಗ್ಗೆ ಪೊಲೀಸರು ಪ್ರಕರಣ ದಾಖಲಿಸಿಕೊಂಡು ತನಿಖೆ ಮುಂದುವರೆಸಿದ್ದಾರೆ. ಸ್ಥಳಕ್ಕೆ ಹಿರಿಯ ಅಧಿಕಾರಿಗಳು ಭೇಟಿ ನೀಡಿ ಪರಿಶೀಲನೆ ನಡೆಸಿದ್ದಾರೆ. ಘಟನೆಯ ಕುರಿತು ಹೆಚ್ಚಿನ ಮಾಹಿತಿ ಲಭ್ಯವಾಗಬೇಕಿದೆ. (326, 538, 573, 615)
story-text: ಪ್ರಕರಣದ ವಿಚಾರಣೆ ನಡೆಸಿದ ನ್ಯಾ. ಎಂ.ಜಿ.ಉಮಾ ನೇತೃತ್ವದ ಪೀಠವು ಆರೋಪಿಯನ್ನು ತಕ್ಷಣವೇ ಬಿಡುಗಡೆ ಮಾಡಿ. (326, 310, 573, 338)
story-text-continued: ಎಂದು ಅವರು ತಿಳಿಸಿದ್ದಾರೆ. ಈ ಬಗ್ಗೆ ಪೊಲೀಸರು ಪ್ರಕರಣ ದಾಖಲಿಸಿಕೊಂಡು ತನಿಖೆ ಮುಂದುವರೆಸಿದ್ದಾರೆ. ಸ್ಥಳಕ್ಕೆ ಹಿರಿಯ ಅಧಿಕಾರಿಗಳು ಭೇಟಿ ನೀಡಿ ಪರಿಶೀಲನೆ ನಡೆಸಿದ್ದಾರೆ. ಘಟನೆಯ ಕುರಿತು ಹೆಚ್ಚಿನ ಮಾಹಿತಿ ಲಭ್ಯವಾಗಬೇಕಿದೆ. (1228, 502, 1519, 562)
story-text-continued: ಎಂದು ಅವರು ತಿಳಿಸಿದ್ದಾರೆ. ಈ ಬಗ್ಗೆ ಪೊಲೀಸರು ಪ್ರಕರಣ ದಾಖಲಿಸಿಕೊಂಡು ತನಿಖೆ ಮುಂದುವರೆಸಿದ್ದಾರೆ. ಸ್ಥಳಕ್ಕೆ ಹಿರಿಯ ಅಧಿಕಾರಿಗಳು ಭೇಟಿ ನೀಡಿ ಪರಿಶೀಲನೆ ನಡೆಸಿದ್ದಾರೆ. ಘಟನೆಯ ಕುರಿತು ಹೆಚ್ಚಿನ ಮಾಹಿತಿ ಲಭ್ಯವಾಗಬೇಕಿದೆ. (1270, 2025, 1518, 2086)
section-body (12, 2295, 314, 2328)
continued-body (330, 1935, 650, 2401)
story-text: ಒಂದೇ ರಾತ್ರಿಯಲ್ಲಿ 8ಕ್ಕೂ ಹೆಚ್ಚು ಮನೆಗಳಲ್ಲಿ ಕಳ್ಳತನ ಮಾಡಿ, 3.87 ಲಕ್ಷ ರೂ. ಮೌಲ್ಯದ ವಸ್ತುಗಳನ್ನು ಲೂಟಿ ಹೊಡೆದಿರುವ ಘಟನೆ ಬೀದರ್ ಜಿಲ್ಲೆಯ ಬಸವಕಲ್ಯಾಣ ತಾಲ್ಲೂಕಿನ ಉಮಾಪುರದಲ್ಲಿ ನಡೆದಿದೆ. ಎರಡು ಬೈಕ್ ಮೇಲೆ ಬಂದ 6 ಜನ ಕಳ್ಳರ ಅಟ್ಟಹಾಸಕ್ಕೆ ಗ್ರಾಮಸ್ಥರು ಬೆಚ್ಚಿಬಿದ್ದಿದ್ದಾರೆ. 6 ಮನೆಗಳು ಸೇರಿದಂತೆ ಕೊಂಗೆವಾಡಿ ತಾಂಡ, ಚಂಡಕಾಪುರ ಗ್ರಾಮದಲ್ಲೂ ತಲಾ ಒಂದೊಂದು ಮನೆಯ ಬೀಗ ಮುರಿದು ಕನ್ನ ಹಾಕಿದ್ದಾರೆ. (25, 406, 305, 483)
story-text: ಎಂದು ಅವರು ತಿಳಿಸಿದ್ದಾರೆ. ಈ ಬಗ್ಗೆ ಪೊಲೀಸರು ಪ್ರಕರಣ ದಾಖಲಿಸಿಕೊಂಡು ತನಿಖೆ ಮುಂದುವರೆಸಿದ್ದಾರೆ. ಸ್ಥಳಕ್ಕೆ ಹಿರಿಯ ಅಧಿಕಾರಿಗಳು ಭೇಟಿ ನೀಡಿ ಪರಿಶೀಲನೆ ನಡೆಸಿದ್ದಾರೆ. ಘಟನೆಯ ಕುರಿತು ಹೆಚ್ಚಿನ ಮಾಹಿತಿ ಲಭ್ಯವಾಗಬೇಕಿದೆ. (22, 1344, 305, 1405)
story-text: ಬೆಳಗಾವಿಯ ಸುವರ್ಣಸೌಧದಲ್ಲಿಯೇ ವಿಧಾನ ಪರಿಷತ್ ಸದಸ್ಯ ಸಿ.ಟಿ ರವಿ ಅವರ ಮೇಲೆ ನಡೆದಿರುವ ಹಲ್ಲೆ ಯತ್ನವನ್ನು ಕೇಂದ್ರ ಸಚಿವ ಹೆಚ್.ಡಿ ಕುಮಾರಸ್ವಾಮಿ ಅವರು ಖಂಡಿಸಿದ್ದಾರೆ. ಈ ಬಗ್ಗೆ ಮಾಧ್ಯಮ ಹೇಳಿಕೆ ನೀಡಿರುವ ಕೇಂದ್ರ ಸಚಿವರು, ಸಚಿವೆ ಬಗ್ಗೆ ಸಿ.ಟಿ.ರವಿ ಅವರು ಅಶ್ಲೀಲ ಪದ ಬಳಸಿದ್ದರೆ ಅದನ್ನು ನಾನು ಸಹ ಸಮರ್ಥಿಸುವುದಿಲ್ಲ. (792, 290, 1054, 367)
section-body (12, 1708, 314, 2042)
story-text-continued: ಎಂದು ಅವರು ತಿಳಿಸಿದ್ದಾರೆ. ಈ ಬಗ್ಗೆ ಪೊಲೀಸರು ಪ್ರಕರಣ ದಾಖಲಿಸಿಕೊಂಡು ತನಿಖೆ ಮುಂದುವರೆಸಿದ್ದಾರೆ. ಸ್ಥಳಕ್ಕೆ ಹಿರಿಯ ಅಧಿಕಾರಿಗಳು ಭೇಟಿ ನೀಡಿ ಪರಿಶೀಲನೆ ನಡೆಸಿದ್ದಾರೆ. ಘಟನೆಯ ಕುರಿತು ಹೆಚ್ಚಿನ ಮಾಹಿತಿ ಲಭ್ಯವಾಗಬೇಕಿದೆ. (555, 1437, 761, 1513)
continued-body (330, 1701, 650, 1817)
dateline: ಬೆಂಗಳೂರು: (22, 1051, 62, 1062)
story-text: ಜಾಲತಾಣದಲ್ಲಿ ಹಂಚಿಕೊಂಡಿದ್ದಾರೆ. ಘಟನೆ ನಡೆದ ಕೆಲವೇ ಕ್ಷಣಗಳಲ್ಲಿ ಆಂಬುಲೆನ್ಸ್‌ಗಳು ಹಾಗೂ ಅಗ್ನಿಶಾಮಕ ಸಿಬ್ಬಂದಿ ಸ್ಥಳಕ್ಕೆ ಧಾವಿಸಿದ್ದು, ರಕ್ಷಣಾ ಕಾರ್ಯಾಚರಣೆಯಲ್ಲಿ ತೊಡಗಿದ್ದಾರೆ. ಗಂಭೀರವಾಗಿ ಗಾಯಗೊಂಡವರನ್ನು ಸ್ಟ್ರೆಚರ್‌ನಲ್ಲಿ ಆಸ್ಪತ್ರೆಗೆ ಸಾಗಿಸಿದ್ದಾರೆ ಎಂದು ವರದಿಗಳು ತಿಳಿಸಿವೆ. (330, 1819, 650, 1864)
ct-ravi-photo (574, 244, 775, 396)
story-text: ಹೆಚ್ಚು ವಾಹನಗಳು ಓಡಾಡುತ್ತಿವೆ. ಅಂತಹ ಕಾರುಗಳನ್ನು ಸೀಜ್ ಮಾಡಿ ಟ್ಯಾಕ್ಸ್ ಪಾವತಿ ಮಾಡಿಸುತ್ತೇವೆ ಎಂದು ಅಡಿಷನಲ್ ಕಮೀಷನರ್ ಹೇಳಿದ್ದಾರೆ. ಇನ್ನೂ ಬೆಳಗ್ಗೆಯಿಂದಲೇ ಪಿವೈ ರಿಜಿಸ್ಟ್ರೇಷನ್ ಅನಧಿಕೃತ ಕಾರುಗಳ ವಿರುದ್ಧ ಆರ್‌ಟಿಓ ಅಧಿಕಾರಿಗಳು ಕಾರ್ಯಾಚರಣೆ ಆರಂಭ ಮಾಡಿದ್ದು, ನೂರಾರು ಕಾರುಗಳನ್ನು ತಪಾಸಣೆ ಮಾಡಿದ್ರು. ಈ ವೇಳೆ ಬೇರೆ ಬೇರೆ ರಾಜ್ಯದ ಕಾರುಗಳು ಟ್ಯಾಕ್ಸ್ ಪಾವತಿ ಮಾಡದೆ ಓಡಾಡುತ್ತಿರುವುದು ಪತ್ತೆಯಾಗಿದೆ. (1270, 1944, 1518, 2037)
story-text: ಎಂದು ಅವರು ತಿಳಿಸಿದ್ದಾರೆ. ಈ ಬಗ್ಗೆ ಪೊಲೀಸರು ಪ್ರಕರಣ ದಾಖಲಿಸಿಕೊಂಡು ತನಿಖೆ ಮುಂದುವರೆಸಿದ್ದಾರೆ. ಸ್ಥಳಕ್ಕೆ ಹಿರಿಯ ಅಧಿಕಾರಿಗಳು ಭೇಟಿ ನೀಡಿ ಪರಿಶೀಲನೆ ನಡೆಸಿದ್ದಾರೆ. ಘಟನೆಯ ಕುರಿತು ಹೆಚ್ಚಿನ ಮಾಹಿತಿ ಲಭ್ಯವಾಗಬೇಕಿದೆ. (22, 1393, 305, 1454)
luxury-cars-photo (1012, 1747, 1521, 1934)
hospital-photo (165, 885, 307, 1041)
column-divider (997, 1648, 998, 2408)
story-text-continued: ಎಂದು ಅವರು ತಿಳಿಸಿದ್ದಾರೆ. ಈ ಬಗ್ಗೆ ಪೊಲೀಸರು ಪ್ರಕರಣ ದಾಖಲಿಸಿಕೊಂಡು ತನಿಖೆ ಮುಂದುವರೆಸಿದ್ದಾರೆ. ಸ್ಥಳಕ್ಕೆ ಹಿರಿಯ ಅಧಿಕಾರಿಗಳು ಭೇಟಿ ನೀಡಿ ಪರಿಶೀಲನೆ ನಡೆಸಿದ್ದಾರೆ. ಘಟನೆಯ ಕುರಿತು ಹೆಚ್ಚಿನ ಮಾಹಿತಿ ಲಭ್ಯವಾಗಬೇಕಿದೆ. (330, 1970, 650, 2031)
story-text-continued: ಎಂದು ಅವರು ತಿಳಿಸಿದ್ದಾರೆ. ಈ ಬಗ್ಗೆ ಪೊಲೀಸರು ಪ್ರಕರಣ ದಾಖಲಿಸಿಕೊಂಡು ತನಿಖೆ ಮುಂದುವರೆಸಿದ್ದಾರೆ. ಸ್ಥಳಕ್ಕೆ ಹಿರಿಯ ಅಧಿಕಾರಿಗಳು ಭೇಟಿ ನೀಡಿ ಪರಿಶೀಲನೆ ನಡೆಸಿದ್ದಾರೆ. ಘಟನೆಯ ಕುರಿತು ಹೆಚ್ಚಿನ ಮಾಹಿತಿ ಲಭ್ಯವಾಗಬೇಕಿದೆ. (574, 602, 775, 662)
logo-text-red: ಸಂಜೆ (96, 19, 149, 54)
story-text-continued: ಎಂದು ಅವರು ತಿಳಿಸಿದ್ದಾರೆ. ಈ ಬಗ್ಗೆ ಪೊಲೀಸರು ಪ್ರಕರಣ ದಾಖಲಿಸಿಕೊಂಡು ತನಿಖೆ ಮುಂದುವರೆಸಿದ್ದಾರೆ. ಸ್ಥಳಕ್ಕೆ ಹಿರಿಯ ಅಧಿಕಾರಿಗಳು ಭೇಟಿ ನೀಡಿ ಪರಿಶೀಲನೆ ನಡೆಸಿದ್ದಾರೆ. ಘಟನೆಯ ಕುರಿತು ಹೆಚ್ಚಿನ ಮಾಹಿತಿ ಲಭ್ಯವಾಗಬೇಕಿದೆ. (1282, 1460, 1519, 1520)
story-text-continued: ಎಂದು ಅವರು ತಿಳಿಸಿದ್ದಾರೆ. ಈ ಬಗ್ಗೆ ಪೊಲೀಸರು ಪ್ರಕರಣ ದಾಖಲಿಸಿಕೊಂಡು ತನಿಖೆ ಮುಂದುವರೆಸಿದ್ದಾರೆ. ಸ್ಥಳಕ್ಕೆ ಹಿರಿಯ ಅಧಿಕಾರಿಗಳು ಭೇಟಿ ನೀಡಿ ಪರಿಶೀಲನೆ ನಡೆಸಿದ್ದಾರೆ. ಘಟನೆಯ ಕುರಿತು ಹೆಚ್ಚಿನ ಮಾಹಿತಿ ಲಭ್ಯವಾಗಬೇಕಿದೆ. (574, 471, 775, 532)
story-text: ಎಂದು ಅವರು ತಿಳಿಸಿದ್ದಾರೆ. ಈ ಬಗ್ಗೆ ಪೊಲೀಸರು ಪ್ರಕರಣ ದಾಖಲಿಸಿಕೊಂಡು ತನಿಖೆ ಮುಂದುವರೆಸಿದ್ದಾರೆ. ಸ್ಥಳಕ್ಕೆ ಹಿರಿಯ ಅಧಿಕಾರಿಗಳು ಭೇಟಿ ನೀಡಿ ಪರಿಶೀಲನೆ ನಡೆಸಿದ್ದಾರೆ. ಘಟನೆಯ ಕುರಿತು ಹೆಚ್ಚಿನ ಮಾಹಿತಿ ಲಭ್ಯವಾಗಬೇಕಿದೆ. (22, 1148, 305, 1209)
story-body (1219, 862, 1518, 1258)
story-body (22, 1048, 305, 1638)
story-text-continued: ಎಂದು ಅವರು ತಿಳಿಸಿದ್ದಾರೆ. ಈ ಬಗ್ಗೆ ಪೊಲೀಸರು ಪ್ರಕರಣ ದಾಖಲಿಸಿಕೊಂಡು ತನಿಖೆ ಮುಂದುವರೆಸಿದ್ದಾರೆ. ಸ್ಥಳಕ್ಕೆ ಹಿರಿಯ ಅಧಿಕಾರಿಗಳು ಭೇಟಿ ನೀಡಿ ಪರಿಶೀಲನೆ ನಡೆಸಿದ್ದಾರೆ. ಘಟನೆಯ ಕುರಿತು ಹೆಚ್ಚಿನ ಮಾಹಿತಿ ಲಭ್ಯವಾಗಬೇಕಿದೆ. (1057, 460, 1220, 554)
continued-banner-label: ಮೊದಲನೇ ಪುಟದಿಂದ... (411, 1659, 564, 1680)
story-text: ಎಂದು ಅವರು ತಿಳಿಸಿದ್ದಾರೆ. ಈ ಬಗ್ಗೆ ಪೊಲೀಸರು ಪ್ರಕರಣ ದಾಖಲಿಸಿಕೊಂಡು ತನಿಖೆ ಮುಂದುವರೆಸಿದ್ದಾರೆ. ಸ್ಥಳಕ್ಕೆ ಹಿರಿಯ ಅಧಿಕಾರಿಗಳು ಭೇಟಿ ನೀಡಿ ಪರಿಶೀಲನೆ ನಡೆಸಿದ್ದಾರೆ. ಘಟನೆಯ ಕುರಿತು ಹೆಚ್ಚಿನ ಮಾಹಿತಿ ಲಭ್ಯವಾಗಬೇಕಿದೆ. (22, 1295, 305, 1356)
story-text: ಎಂದು ಅವರು ತಿಳಿಸಿದ್ದಾರೆ. ಈ ಬಗ್ಗೆ ಪೊಲೀಸರು ಪ್ರಕರಣ ದಾಖಲಿಸಿಕೊಂಡು ತನಿಖೆ ಮುಂದುವರೆಸಿದ್ದಾರೆ. ಸ್ಥಳಕ್ಕೆ ಹಿರಿಯ ಅಧಿಕಾರಿಗಳು ಭೇಟಿ ನೀಡಿ ಪರಿಶೀಲನೆ ನಡೆಸಿದ್ದಾರೆ. ಘಟನೆಯ ಕುರಿತು ಹೆಚ್ಚಿನ ಮಾಹಿತಿ ಲಭ್ಯವಾಗಬೇಕಿದೆ. (22, 1491, 305, 1551)
lead-kicker: ತಕ್ಷಣವೇ ಬಿಡುಗಡೆ ಮಾಡುವಂತೆ ಹೈಕೋರ್ಟ್ ಆದೇಶ (608, 106, 973, 131)
story-body (22, 404, 305, 632)
story-headline: ಬಿಜೆಪಿ ಆರೋಪಕ್ಕೆ ಡಿಕೆ ಶಿವಕುಮಾರ್ ವ್ಯಂಗ್ಯ (871, 1317, 1435, 1364)
continued-body-col2 (661, 2239, 989, 2403)
story-text-continued: ಎಂದು ಅವರು ತಿಳಿಸಿದ್ದಾರೆ. ಈ ಬಗ್ಗೆ ಪೊಲೀಸರು ಪ್ರಕರಣ ದಾಖಲಿಸಿಕೊಂಡು ತನಿಖೆ ಮುಂದುವರೆಸಿದ್ದಾರೆ. ಸ್ಥಳಕ್ಕೆ ಹಿರಿಯ ಅಧಿಕಾರಿಗಳು ಭೇಟಿ ನೀಡಿ ಪರಿಶೀಲನೆ ನಡೆಸಿದ್ದಾರೆ. ಘಟನೆಯ ಕುರಿತು ಹೆಚ್ಚಿನ ಮಾಹಿತಿ ಲಭ್ಯವಾಗಬೇಕಿದೆ. (555, 1371, 761, 1448)
story-text-continued: ಎಂದು ಅವರು ತಿಳಿಸಿದ್ದಾರೆ. ಈ ಬಗ್ಗೆ ಪೊಲೀಸರು ಪ್ರಕರಣ ದಾಖಲಿಸಿಕೊಂಡು ತನಿಖೆ ಮುಂದುವರೆಸಿದ್ದಾರೆ. ಸ್ಥಳಕ್ಕೆ ಹಿರಿಯ ಅಧಿಕಾರಿಗಳು ಭೇಟಿ ನೀಡಿ ಪರಿಶೀಲನೆ ನಡೆಸಿದ್ದಾರೆ. ಘಟನೆಯ ಕುರಿತು ಹೆಚ್ಚಿನ ಮಾಹಿತಿ ಲಭ್ಯವಾಗಬೇಕಿದೆ. (1228, 371, 1519, 415)
story-text-continued: ಎಂದು ಅವರು ತಿಳಿಸಿದ್ದಾರೆ. ಈ ಬಗ್ಗೆ ಪೊಲೀಸರು ಪ್ರಕರಣ ದಾಖಲಿಸಿಕೊಂಡು ತನಿಖೆ ಮುಂದುವರೆಸಿದ್ದಾರೆ. ಸ್ಥಳಕ್ಕೆ ಹಿರಿಯ ಅಧಿಕಾರಿಗಳು ಭೇಟಿ ನೀಡಿ ಪರಿಶೀಲನೆ ನಡೆಸಿದ್ದಾರೆ. ಘಟನೆಯ ಕುರಿತು ಹೆಚ್ಚಿನ ಮಾಹಿತಿ ಲಭ್ಯವಾಗಬೇಕಿದೆ. (661, 1697, 989, 1757)
story-body (345, 1320, 546, 1631)
story-text-continued: ಎಂದು ಅವರು ತಿಳಿಸಿದ್ದಾರೆ. ಈ ಬಗ್ಗೆ ಪೊಲೀಸರು ಪ್ರಕರಣ ದಾಖಲಿಸಿಕೊಂಡು ತನಿಖೆ ಮುಂದುವರೆಸಿದ್ದಾರೆ. ಸ್ಥಳಕ್ಕೆ ಹಿರಿಯ ಅಧಿಕಾರಿಗಳು ಭೇಟಿ ನೀಡಿ ಪರಿಶೀಲನೆ ನಡೆಸಿದ್ದಾರೆ. ಘಟನೆಯ ಕುರಿತು ಹೆಚ್ಚಿನ ಮಾಹಿತಿ ಲಭ್ಯವಾಗಬೇಕಿದೆ. (326, 489, 573, 550)
story-kicker: ವಿಧಾನ ಪರಿಷತ್ ಸದಸನನ್ನ (1350, 808, 1522, 831)
story-body (796, 893, 1203, 963)
story-text-continued: ಎಂದು ಅವರು ತಿಳಿಸಿದ್ದಾರೆ. ಈ ಬಗ್ಗೆ ಪೊಲೀಸರು ಪ್ರಕರಣ ದಾಖಲಿಸಿಕೊಂಡು ತನಿಖೆ ಮುಂದುವರೆಸಿದ್ದಾರೆ. ಸ್ಥಳಕ್ಕೆ ಹಿರಿಯ ಅಧಿಕಾರಿಗಳು ಭೇಟಿ ನೀಡಿ ಪರಿಶೀಲನೆ ನಡೆಸಿದ್ದಾರೆ. ಘಟನೆಯ ಕುರಿತು ಹೆಚ್ಚಿನ ಮಾಹಿತಿ ಲಭ್ಯವಾಗಬೇಕಿದೆ. (1219, 978, 1518, 1039)
section-divider (0, 1646, 1527, 1648)
story-text-continued: ಎಂದು ಅವರು ತಿಳಿಸಿದ್ದಾರೆ. ಈ ಬಗ್ಗೆ ಪೊಲೀಸರು ಪ್ರಕರಣ ದಾಖಲಿಸಿಕೊಂಡು ತನಿಖೆ ಮುಂದುವರೆಸಿದ್ದಾರೆ. ಸ್ಥಳಕ್ಕೆ ಹಿರಿಯ ಅಧಿಕಾರಿಗಳು ಭೇಟಿ ನೀಡಿ ಪರಿಶೀಲನೆ ನಡೆಸಿದ್ದಾರೆ. ಘಟನೆಯ ಕುರಿತು ಹೆಚ್ಚಿನ ಮಾಹಿತಿ ಲಭ್ಯವಾಗಬೇಕಿದೆ. (345, 1437, 546, 1497)
story-text-continued: ಎಂದು ಅವರು ತಿಳಿಸಿದ್ದಾರೆ. ಈ ಬಗ್ಗೆ ಪೊಲೀಸರು ಪ್ರಕರಣ ದಾಖಲಿಸಿಕೊಂಡು ತನಿಖೆ ಮುಂದುವರೆಸಿದ್ದಾರೆ. ಸ್ಥಳಕ್ಕೆ ಹಿರಿಯ ಅಧಿಕಾರಿಗಳು ಭೇಟಿ ನೀಡಿ ಪರಿಶೀಲನೆ ನಡೆಸಿದ್ದಾರೆ. ಘಟನೆಯ ಕುರಿತು ಹೆಚ್ಚಿನ ಮಾಹಿತಿ ಲಭ್ಯವಾಗಬೇಕಿದೆ. (1057, 624, 1220, 717)
dateline: ಬೆಂಗಳೂರು: (796, 1378, 836, 1390)
story-text-continued: ಎಂದು ಅವರು ತಿಳಿಸಿದ್ದಾರೆ. ಈ ಬಗ್ಗೆ ಪೊಲೀಸರು ಪ್ರಕರಣ ದಾಖಲಿಸಿಕೊಂಡು ತನಿಖೆ ಮುಂದುವರೆಸಿದ್ದಾರೆ. ಸ್ಥಳಕ್ಕೆ ಹಿರಿಯ ಅಧಿಕಾರಿಗಳು ಭೇಟಿ ನೀಡಿ ಪರಿಶೀಲನೆ ನಡೆಸಿದ್ದಾರೆ. ಘಟನೆಯ ಕುರಿತು ಹೆಚ್ಚಿನ ಮಾಹಿತಿ ಲಭ್ಯವಾಗಬೇಕಿದೆ. (574, 797, 775, 858)
story-body-right (1228, 287, 1519, 808)
story-text-continued: ಎಂದು ಅವರು ತಿಳಿಸಿದ್ದಾರೆ. ಈ ಬಗ್ಗೆ ಪೊಲೀಸರು ಪ್ರಕರಣ ದಾಖಲಿಸಿಕೊಂಡು ತನಿಖೆ ಮುಂದುವರೆಸಿದ್ದಾರೆ. ಸ್ಥಳಕ್ಕೆ ಹಿರಿಯ ಅಧಿಕಾರಿಗಳು ಭೇಟಿ ನೀಡಿ ಪರಿಶೀಲನೆ ನಡೆಸಿದ್ದಾರೆ. ಘಟನೆಯ ಕುರಿತು ಹೆಚ್ಚಿನ ಮಾಹಿತಿ ಲಭ್ಯವಾಗಬೇಕಿದೆ. (792, 453, 1054, 513)
portrait-face-shape (1112, 299, 1167, 367)
story-headline: ಸಿ.ಟಿ ರವಿ ಕೊಲೆಗಡುಕ ಅಂತ ಹೇಳಿರೋ ಲಕ್ಷ್ಮಿ ಹೆಬ್ಬಾಳ್ಕರ್, ಬೆಂಬಲಿಗರನ್ನು ಬಂಧಿಸಬೇಕು (354, 1002, 752, 1084)
story-text-continued: ಎಂದು ಅವರು ತಿಳಿಸಿದ್ದಾರೆ. ಈ ಬಗ್ಗೆ ಪೊಲೀಸರು ಪ್ರಕರಣ ದಾಖಲಿಸಿಕೊಂಡು ತನಿಖೆ ಮುಂದುವರೆಸಿದ್ದಾರೆ. ಸ್ಥಳಕ್ಕೆ ಹಿರಿಯ ಅಧಿಕಾರಿಗಳು ಭೇಟಿ ನೀಡಿ ಪರಿಶೀಲನೆ ನಡೆಸಿದ್ದಾರೆ. ಘಟನೆಯ ಕುರಿತು ಹೆಚ್ಚಿನ ಮಾಹಿತಿ ಲಭ್ಯವಾಗಬೇಕಿದೆ. (12, 1743, 314, 1788)
section-body (12, 2114, 314, 2212)
page-number: 2 (33, 10, 68, 89)
broken-door-lock-photo (25, 245, 303, 398)
story-text-continued: ಎಂದು ಅವರು ತಿಳಿಸಿದ್ದಾರೆ. ಈ ಬಗ್ಗೆ ಪೊಲೀಸರು ಪ್ರಕರಣ ದಾಖಲಿಸಿಕೊಂಡು ತನಿಖೆ ಮುಂದುವರೆಸಿದ್ದಾರೆ. ಸ್ಥಳಕ್ಕೆ ಹಿರಿಯ ಅಧಿಕಾರಿಗಳು ಭೇಟಿ ನೀಡಿ ಪರಿಶೀಲನೆ ನಡೆಸಿದ್ದಾರೆ. ಘಟನೆಯ ಕುರಿತು ಹೆಚ್ಚಿನ ಮಾಹಿತಿ ಲಭ್ಯವಾಗಬೇಕಿದೆ. (796, 1460, 1044, 1520)
section-headline: ಮಾನಗೇಡಿ ಕೃತ್ಯ! (431, 1901, 549, 1927)
story-text-continued: ಎಂದು ಅವರು ತಿಳಿಸಿದ್ದಾರೆ. ಈ ಬಗ್ಗೆ ಪೊಲೀಸರು ಪ್ರಕರಣ ದಾಖಲಿಸಿಕೊಂಡು ತನಿಖೆ ಮುಂದುವರೆಸಿದ್ದಾರೆ. ಸ್ಥಳಕ್ಕೆ ಹಿರಿಯ ಅಧಿಕಾರಿಗಳು ಭೇಟಿ ನೀಡಿ ಪರಿಶೀಲನೆ ನಡೆಸಿದ್ದಾರೆ. ಘಟನೆಯ ಕುರಿತು ಹೆಚ್ಚಿನ ಮಾಹಿತಿ ಲಭ್ಯವಾಗಬೇಕಿದೆ. (792, 404, 1054, 464)
dk-shivakumar-ct-ravi-photo (1050, 1379, 1275, 1542)
story-text: ಅವರು ಕಂಬನಿ ಮಿಡಿದಿದ್ದಾರೆ. (330, 1703, 418, 1715)
story-body-right (555, 1320, 761, 1631)
kumaraswamy-photo (1057, 290, 1220, 453)
story-text: ಬೆಂಗಳೂರಿನ ಪ್ರತಿದಿನ ಕೋಟ್ಯಂತರ ರೂಪಾಯಿ ಮೌಲ್ಯದ ಐಷಾರಾಮಿ ಕಾರುಗಳು ಓಡಾಡುತ್ತಿವೆ. ನಗರದಲ್ಲಿ ಎಲ್ಲಾ ಬೇರೆ ಬೇರೆ ರಾಜ್ಯದ ಕಾರುಗಳು. ವಿಶೇಷವಾಗಿ ಕಚ ರಿಜಿಸ್ಟ್ರೇಷನ್ ಪಾಂಡಿಚೇರಿಯ ಕಾರುಗಳು. ಈ ಐಷಾರಾಮಿ ಕಾರುಗಳನ್ನು ಖರೀದಿ ಮಾಡಲು ನಗರದಲ್ಲಿ ಕೋಟಿ ಕುಳಗಳು ಪಾಂಡಿಚೇರಿಗೆ ಹೋಗುತ್ತಿದ್ದಾರೆ. ಅಲ್ಲಿಂದಲೇ ಏಕೆ ಕಾರು ಖರೀದಿ ಮಾಡುತ್ತಾರೆ ಎಂದರೆ ನಮ್ಮ ರಾಜ್ಯದಲ್ಲಿ 20 ಲಕ್ಷ ರುಪಾಯಿ ಮೇಲಿನ ಐಷಾರಾಮಿ ಕಾರು ಖರೀದಿ ಮಾಡಿದ್ರೆ, 20% ರಷ್ಟು ಟ್ಯಾಕ್ಸ್ ಪಾವತಿ ಮಾಡಬೇಕು. (1009, 1944, 1258, 2053)
portrait-face-shape (552, 1175, 606, 1245)
story-text: ಈ ಭಯಾನಕ ದುರಂತದಲ್ಲಿ ಹಲವರು ಸಂತ್ರಸ್ತರಾಗಿದ್ದಾರೆ ಎಂದು (21, 2383, 212, 2395)
subhead: ಯಾರ ಬಂಡೆಯ ಕರಾಮತ್ತು: (1228, 420, 1318, 432)
dateline: ಬೆಳಗಾವಿ: (1219, 864, 1251, 876)
story-text-continued: ಎಂದು ಅವರು ತಿಳಿಸಿದ್ದಾರೆ. ಈ ಬಗ್ಗೆ ಪೊಲೀಸರು ಪ್ರಕರಣ ದಾಖಲಿಸಿಕೊಂಡು ತನಿಖೆ ಮುಂದುವರೆಸಿದ್ದಾರೆ. ಸ್ಥಳಕ್ಕೆ ಹಿರಿಯ ಅಧಿಕಾರಿಗಳು ಭೇಟಿ ನೀಡಿ ಪರಿಶೀಲನೆ ನಡೆಸಿದ್ದಾರೆ. ಘಟನೆಯ ಕುರಿತು ಹೆಚ್ಚಿನ ಮಾಹಿತಿ ಲಭ್ಯವಾಗಬೇಕಿದೆ. (792, 355, 1054, 415)
white-car-shape (1029, 1795, 1230, 1919)
story-text-continued: ಎಂದು ಅವರು ತಿಳಿಸಿದ್ದಾರೆ. ಈ ಬಗ್ಗೆ ಪೊಲೀಸರು ಪ್ರಕರಣ ದಾಖಲಿಸಿಕೊಂಡು ತನಿಖೆ ಮುಂದುವರೆಸಿದ್ದಾರೆ. ಸ್ಥಳಕ್ಕೆ ಹಿರಿಯ ಅಧಿಕಾರಿಗಳು ಭೇಟಿ ನೀಡಿ ಪರಿಶೀಲನೆ ನಡೆಸಿದ್ದಾರೆ. ಘಟನೆಯ ಕುರಿತು ಹೆಚ್ಚಿನ ಮಾಹಿತಿ ಲಭ್ಯವಾಗಬೇಕಿದೆ. (1228, 420, 1519, 464)
column-divider (778, 233, 779, 1638)
portrait-face-shape (1190, 1395, 1246, 1470)
section-headline: ಓಡಾಟ (798, 1851, 852, 1878)
story-headline: ಹೆರಿಗೆ ಮಾಡಿಸಲು ಲಂಚ: ಮಲ್ಲಸಂದ್ರ ಹೆರಿಗೆ ಆಸ್ಪತ್ರೆ ಫೋನ್ ಪೇ ನರ್ಸ್ ಅರೆಸ್ಟ್! (51, 787, 307, 874)
story-text-continued: ಎಂದು ಅವರು ತಿಳಿಸಿದ್ದಾರೆ. ಈ ಬಗ್ಗೆ ಪೊಲೀಸರು ಪ್ರಕರಣ ದಾಖಲಿಸಿಕೊಂಡು ತನಿಖೆ ಮುಂದುವರೆಸಿದ್ದಾರೆ. ಸ್ಥಳಕ್ಕೆ ಹಿರಿಯ ಅಧಿಕಾರಿಗಳು ಭೇಟಿ ನೀಡಿ ಪರಿಶೀಲನೆ ನಡೆಸಿದ್ದಾರೆ. ಘಟನೆಯ ಕುರಿತು ಹೆಚ್ಚಿನ ಮಾಹಿತಿ ಲಭ್ಯವಾಗಬೇಕಿದೆ. (661, 1971, 989, 2015)
story-text-continued: ಎಂದು ಅವರು ತಿಳಿಸಿದ್ದಾರೆ. ಈ ಬಗ್ಗೆ ಪೊಲೀಸರು ಪ್ರಕರಣ ದಾಖಲಿಸಿಕೊಂಡು ತನಿಖೆ ಮುಂದುವರೆಸಿದ್ದಾರೆ. ಸ್ಥಳಕ್ಕೆ ಹಿರಿಯ ಅಧಿಕಾರಿಗಳು ಭೇಟಿ ನೀಡಿ ಪರಿಶೀಲನೆ ನಡೆಸಿದ್ದಾರೆ. ಘಟನೆಯ ಕುರಿತು ಹೆಚ್ಚಿನ ಮಾಹಿತಿ ಲಭ್ಯವಾಗಬೇಕಿದೆ. (897, 1047, 1203, 1091)
story-headline: ಟೆರರಿಸ್ಟ್ ರೀತಿ ನಡೆಸಿಕೊಂಡಿದ್ದಾರೆ (1314, 834, 1522, 857)
dateline: ಬೆಂಗಳೂರು: (1009, 1944, 1050, 1955)
story-text: ಎಂದು ಅವರು ತಿಳಿಸಿದ್ದಾರೆ. ಈ ಬಗ್ಗೆ ಪೊಲೀಸರು ಪ್ರಕರಣ ದಾಖಲಿಸಿಕೊಂಡು ತನಿಖೆ ಮುಂದುವರೆಸಿದ್ದಾರೆ. ಸ್ಥಳಕ್ಕೆ ಹಿರಿಯ ಅಧಿಕಾರಿಗಳು ಭೇಟಿ ನೀಡಿ ಪರಿಶೀಲನೆ ನಡೆಸಿದ್ದಾರೆ. ಘಟನೆಯ ಕುರಿತು ಹೆಚ್ಚಿನ ಮಾಹಿತಿ ಲಭ್ಯವಾಗಬೇಕಿದೆ. (22, 1442, 305, 1503)
story-body (1057, 458, 1220, 792)
story-text-continued: ಎಂದು ಅವರು ತಿಳಿಸಿದ್ದಾರೆ. ಈ ಬಗ್ಗೆ ಪೊಲೀಸರು ಪ್ರಕರಣ ದಾಖಲಿಸಿಕೊಂಡು ತನಿಖೆ ಮುಂದುವರೆಸಿದ್ದಾರೆ. ಸ್ಥಳಕ್ಕೆ ಹಿರಿಯ ಅಧಿಕಾರಿಗಳು ಭೇಟಿ ನೀಡಿ ಪರಿಶೀಲನೆ ನಡೆಸಿದ್ದಾರೆ. ಘಟನೆಯ ಕುರಿತು ಹೆಚ್ಚಿನ ಮಾಹಿತಿ ಲಭ್ಯವಾಗಬೇಕಿದೆ. (326, 326, 573, 387)
story-body (792, 287, 1054, 808)
story-text: ಸಿಟಿ ರವಿ ಬಂಧನದ ಹಿಂದೆ ಡಿಕೆ ಶಿವಕುಮಾರ್ ಕೈವಾಡವಿದೆ ಎಂಬ ಆರೋಪಕ್ಕೆ ಪ್ರತಿಕ್ರಿಯೆ ನೀಡಿದ್ದಾರೆ. (1282, 1378, 1519, 1406)
story-text-continued: ಎಂದು ಅವರು ತಿಳಿಸಿದ್ದಾರೆ. ಈ ಬಗ್ಗೆ ಪೊಲೀಸರು ಪ್ರಕರಣ ದಾಖಲಿಸಿಕೊಂಡು ತನಿಖೆ ಮುಂದುವರೆಸಿದ್ದಾರೆ. ಸ್ಥಳಕ್ಕೆ ಹಿರಿಯ ಅಧಿಕಾರಿಗಳು ಭೇಟಿ ನೀಡಿ ಪರಿಶೀಲನೆ ನಡೆಸಿದ್ದಾರೆ. ಘಟನೆಯ ಕುರಿತು ಹೆಚ್ಚಿನ ಮಾಹಿತಿ ಲಭ್ಯವಾಗಬೇಕಿದೆ. (330, 1719, 650, 1763)
story-text-continued: ಎಂದು ಅವರು ತಿಳಿಸಿದ್ದಾರೆ. ಈ ಬಗ್ಗೆ ಪೊಲೀಸರು ಪ್ರಕರಣ ದಾಖಲಿಸಿಕೊಂಡು ತನಿಖೆ ಮುಂದುವರೆಸಿದ್ದಾರೆ. ಸ್ಥಳಕ್ಕೆ ಹಿರಿಯ ಅಧಿಕಾರಿಗಳು ಭೇಟಿ ನೀಡಿ ಪರಿಶೀಲನೆ ನಡೆಸಿದ್ದಾರೆ. ಘಟನೆಯ ಕುರಿತು ಹೆಚ್ಚಿನ ಮಾಹಿತಿ ಲಭ್ಯವಾಗಬೇಕಿದೆ. (330, 2133, 650, 2194)
column-divider (320, 1648, 321, 2408)
masthead (9, 8, 306, 87)
story-text: ವಿಧಾನ ಪರಿಷತ್ ಸದಸ್ಯನನ್ನು ಒಬ್ಬ ಟೆರರಿಸ್ಟ್ ರೀತಿ ನಡೆಸಿಕೊಂಡಿದ್ದಾರೆ ಎಂದು ಬಿಜೆಪಿ ರಾಜ್ಯಾಧ್ಯಕ್ಷ ಬಿವೈ ವಿಜಯೇಂದ್ರ ಆಕ್ರೋಶ ವ್ಯಕ್ತಪಡಿಸಿದ್ದಾರೆ. ಸಿ.ಟಿ ರವಿ ಬಂಧನ ಹಿನ್ನೆಲೆ ವಿಜಯೇಂದ್ರ ಬೆಳಗಾವಿಗೆ ಭೇಟಿ ನೀಡಿದ್ದಾರೆ. (1219, 864, 1518, 909)
story-text-continued: ಎಂದು ಅವರು ತಿಳಿಸಿದ್ದಾರೆ. ಈ ಬಗ್ಗೆ ಪೊಲೀಸರು ಪ್ರಕರಣ ದಾಖಲಿಸಿಕೊಂಡು ತನಿಖೆ ಮುಂದುವರೆಸಿದ್ದಾರೆ. ಸ್ಥಳಕ್ಕೆ ಹಿರಿಯ ಅಧಿಕಾರಿಗಳು ಭೇಟಿ ನೀಡಿ ಪರಿಶೀಲನೆ ನಡೆಸಿದ್ದಾರೆ. ಘಟನೆಯ ಕುರಿತು ಹೆಚ್ಚಿನ ಮಾಹಿತಿ ಲಭ್ಯವಾಗಬೇಕಿದೆ. (1228, 469, 1519, 513)
story-text-continued: ಎಂದು ಅವರು ತಿಳಿಸಿದ್ದಾರೆ. ಈ ಬಗ್ಗೆ ಪೊಲೀಸರು ಪ್ರಕರಣ ದಾಖಲಿಸಿಕೊಂಡು ತನಿಖೆ ಮುಂದುವರೆಸಿದ್ದಾರೆ. ಸ್ಥಳಕ್ಕೆ ಹಿರಿಯ ಅಧಿಕಾರಿಗಳು ಭೇಟಿ ನೀಡಿ ಪರಿಶೀಲನೆ ನಡೆಸಿದ್ದಾರೆ. ಘಟನೆಯ ಕುರಿತು ಹೆಚ್ಚಿನ ಮಾಹಿತಿ ಲಭ್ಯವಾಗಬೇಕಿದೆ. (574, 406, 775, 467)
continued-body-col2 (661, 1662, 989, 1848)
story-text-continued: ಎಂದು ಅವರು ತಿಳಿಸಿದ್ದಾರೆ. ಈ ಬಗ್ಗೆ ಪೊಲೀಸರು ಪ್ರಕರಣ ದಾಖಲಿಸಿಕೊಂಡು ತನಿಖೆ ಮುಂದುವರೆಸಿದ್ದಾರೆ. ಸ್ಥಳಕ್ಕೆ ಹಿರಿಯ ಅಧಿಕಾರಿಗಳು ಭೇಟಿ ನೀಡಿ ಪರಿಶೀಲನೆ ನಡೆಸಿದ್ದಾರೆ. ಘಟನೆಯ ಕುರಿತು ಹೆಚ್ಚಿನ ಮಾಹಿತಿ ಲಭ್ಯವಾಗಬೇಕಿದೆ. (1219, 1027, 1518, 1072)
story-body-right (1282, 1376, 1519, 1640)
dateline: ಬೆಳಗಾವಿ/ಬೆಂಗಳೂರು: (796, 895, 867, 907)
story-text-continued: ಎಂದು ಅವರು ತಿಳಿಸಿದ್ದಾರೆ. ಈ ಬಗ್ಗೆ ಪೊಲೀಸರು ಪ್ರಕರಣ ದಾಖಲಿಸಿಕೊಂಡು ತನಿಖೆ ಮುಂದುವರೆಸಿದ್ದಾರೆ. ಸ್ಥಳಕ್ಕೆ ಹಿರಿಯ ಅಧಿಕಾರಿಗಳು ಭೇಟಿ ನೀಡಿ ಪರಿಶೀಲನೆ ನಡೆಸಿದ್ದಾರೆ. ಘಟನೆಯ ಕುರಿತು ಹೆಚ್ಚಿನ ಮಾಹಿತಿ ಲಭ್ಯವಾಗಬೇಕಿದೆ. (330, 1752, 650, 1812)
story-text-continued: ಎಂದು ಅವರು ತಿಳಿಸಿದ್ದಾರೆ. ಈ ಬಗ್ಗೆ ಪೊಲೀಸರು ಪ್ರಕರಣ ದಾಖಲಿಸಿಕೊಂಡು ತನಿಖೆ ಮುಂದುವರೆಸಿದ್ದಾರೆ. ಸ್ಥಳಕ್ಕೆ ಹಿರಿಯ ಅಧಿಕಾರಿಗಳು ಭೇಟಿ ನೀಡಿ ಪರಿಶೀಲನೆ ನಡೆಸಿದ್ದಾರೆ. ಘಟನೆಯ ಕುರಿತು ಹೆಚ್ಚಿನ ಮಾಹಿತಿ ಲಭ್ಯವಾಗಬೇಕಿದೆ. (12, 1776, 314, 1836)
story-text: ಎಂದು ಕುಮಾರಸ್ವಾಮಿ ಅವರು ಪ್ರಶ್ನಿಸಿದ್ದಾರೆ. ಸದನದ ಕಾರಿಡಾರಿನಲ್ಲಿಯೇ ಆ ಗೂಂಡಾಗಳು ಶಾಸಕರನ್ನು ಅಟ್ಟಾಡಿಸುತ್ತಾರೆ, ಕೊಲೆಗೆತ್ನಿಸುತ್ತಾರೆ, ಮಾರ್ಷಲ್'ಗಳನ್ನು ಕೆಳಕ್ಕೆ ಕೆಡವಿ ಕ್ರಿಮಿನಲ್ ಪ್ರವೃತ್ತಿ ಮೆರೆಯುತ್ತಾರೆಂದರೆ ಬಂಡೆ ಬೆಂಬಲವಿದೆ ಎಂದೇ ಅರ್ಥ. (1228, 290, 1519, 334)
logo-underline (96, 54, 300, 56)
dateline: ಕೊಪ್ಪಳ: (345, 1322, 373, 1334)
section-headline: ಎಫ್‌ಐಆರ್ (116, 1670, 210, 1699)
story-text-continued: ಎಂದು ಅವರು ತಿಳಿಸಿದ್ದಾರೆ. ಈ ಬಗ್ಗೆ ಪೊಲೀಸರು ಪ್ರಕರಣ ದಾಖಲಿಸಿಕೊಂಡು ತನಿಖೆ ಮುಂದುವರೆಸಿದ್ದಾರೆ. ಸ್ಥಳಕ್ಕೆ ಹಿರಿಯ ಅಧಿಕಾರಿಗಳು ಭೇಟಿ ನೀಡಿ ಪರಿಶೀಲನೆ ನಡೆಸಿದ್ದಾರೆ. ಘಟನೆಯ ಕುರಿತು ಹೆಚ್ಚಿನ ಮಾಹಿತಿ ಲಭ್ಯವಾಗಬೇಕಿದೆ. (897, 998, 1203, 1058)
story-text-continued: ಎಂದು ಅವರು ತಿಳಿಸಿದ್ದಾರೆ. ಈ ಬಗ್ಗೆ ಪೊಲೀಸರು ಪ್ರಕರಣ ದಾಖಲಿಸಿಕೊಂಡು ತನಿಖೆ ಮುಂದುವರೆಸಿದ್ದಾರೆ. ಸ್ಥಳಕ್ಕೆ ಹಿರಿಯ ಅಧಿಕಾರಿಗಳು ಭೇಟಿ ನೀಡಿ ಪರಿಶೀಲನೆ ನಡೆಸಿದ್ದಾರೆ. ಘಟನೆಯ ಕುರಿತು ಹೆಚ್ಚಿನ ಮಾಹಿತಿ ಲಭ್ಯವಾಗಬೇಕಿದೆ. (792, 502, 1054, 562)
story-text: ಆದ್ರೆ ಇದನ್ನು ನಿರಾಕರಿಸಿದ ಯುವತಿಯನ್ನ, ತನ್ನ ಸ್ನೇಹಿತೆ ಅಂತಾನೂ ನೋಡದೆ ಬೇರೆ ಸ್ನೇಹಿತರೊಂದಿಗೆ ಸೇರಿ ಅತ್ಯಾಚಾರ ಮಾಡಿದ್ದಾನೆಂದು ಯುವತಿ ಆರೋಪಿಸಿದ್ದಾಳೆ ಎನ್ನಲಾಗಿದೆ. ಏಕಾಂತದಲ್ಲಿದ್ದ ವಿಡಿಯೋ ಮಾಡಿಟ್ಟುಕೊಂಡು, ಅದನ್ನೇ ತೋರಿಸಿ ಬ್ಲ್ಯಾಕ್ ಮೇಲ್ ಮಾಡ್ತಿರೋದಾಗಿಯು ತಿಳಿದುಬಂದಿದೆ. (661, 1664, 989, 1708)
story-text: ಎಂದು ಅವರು ತಿಳಿಸಿದ್ದಾರೆ. ಈ ಬಗ್ಗೆ ಪೊಲೀಸರು ಪ್ರಕರಣ ದಾಖಲಿಸಿಕೊಂಡು ತನಿಖೆ ಮುಂದುವರೆಸಿದ್ದಾರೆ. ಸ್ಥಳಕ್ಕೆ ಹಿರಿಯ ಅಧಿಕಾರಿಗಳು ಭೇಟಿ ನೀಡಿ ಪರಿಶೀಲನೆ ನಡೆಸಿದ್ದಾರೆ. ಘಟನೆಯ ಕುರಿತು ಹೆಚ್ಚಿನ ಮಾಹಿತಿ ಲಭ್ಯವಾಗಬೇಕಿದೆ. (22, 1197, 305, 1258)
issue-date: 21.12.2024 (165, 75, 231, 87)
story-text: ವಾಗ್ವಾದದ ನಡುವೆ ಸಚಿವೆ ಲಕ್ಷ್ಮೀ ಹೆಬ್ಬಾಳ್ಕರ್ ಅವರು ಬಿಜೆಪಿ ಎಂಎಲ್‌ಸಿ ಸಿ.ಟಿ ರವಿ ಅವರ ವಿರುದ್ಧ ದೂರು ನೀಡಿದ್ದಾರೆ. ಸಿ.ಟಿ ರವಿ ಬಂಧನ ವಿರೋಧಿಸಿ ಬಿಜೆಪಿ ನಾಯಕರು ಸರ್ಕಾರದ ವಿರುದ್ಧ ಆಕ್ರೋಶ ವ್ಯಕ್ತಪಡಿಸಿದ್ದಾರೆ. (12, 1711, 314, 1755)
lead-story-body-col2 (574, 404, 775, 971)
section-headline: 60 ಮಂದಿಗೆ ಗಾಯ (85, 2345, 241, 2372)
hebbalkar-photo (806, 963, 891, 1087)
story-text: ಎಂದು ಅವರು ತಿಳಿಸಿದ್ದಾರೆ. ಈ ಬಗ್ಗೆ ಪೊಲೀಸರು ಪ್ರಕರಣ ದಾಖಲಿಸಿಕೊಂಡು ತನಿಖೆ ಮುಂದುವರೆಸಿದ್ದಾರೆ. ಸ್ಥಳಕ್ಕೆ ಹಿರಿಯ ಅಧಿಕಾರಿಗಳು ಭೇಟಿ ನೀಡಿ ಪರಿಶೀಲನೆ ನಡೆಸಿದ್ದಾರೆ. ಘಟನೆಯ ಕುರಿತು ಹೆಚ್ಚಿನ ಮಾಹಿತಿ ಲಭ್ಯವಾಗಬೇಕಿದೆ. (22, 1100, 305, 1160)
story-text: ರಾವತ್ ಕುಟುಂಬವು ಭಾಂಡಪ್‌ನ ಮೈತ್ರಿ ಬಂಗಲೆಯಲ್ಲಿ ವಾಸಿಸುತ್ತಿದೆ. ಸಿಸಿಟಿವಿ ದೃಶ್ಯಗಳನ್ನು ಪರಿಶೀಲಿಸಲಾಗುತ್ತಿದೆ. ಬಾಬಾ ಸಿದ್ದಿಕ್ ಹತ್ಯೆಯ ನಂತರ ಈ ವಿಷಯ ಗಂಭೀರವಾಗಿದೆ ಎಂದು ಸುನೀಲ್ ರಾವತ್ ಹೇಳಿದ್ದಾರೆ. ಕಳೆದ ಮೂರು ವರ್ಷಗಳಲ್ಲಿ ಶಿಂಧೆ ಮತ್ತು ಫಡ್ನವಿಸ್ ಸರ್ಕಾರ ಅಧಿಕಾರಕ್ಕೆ ಬಂದ ನಂತರ ರಾಜ್ಯದಲ್ಲಿ ಕಾನೂನು ಸುವ್ಯವಸ್ಥೆ ಹದಗೆಟ್ಟಿದೆ. ವಿರುದ್ಧ ಪ್ರಕರಣ ದಾಖಲಿಸಲಾಗುತ್ತದೆ. ಮಹಾರಾಷ್ಟ್ರ ವಿಧಾನಸಭೆ ಚುನಾವಣೆಯಲ್ಲಿ ಬಿಜೆಪಿ ಗೆಲುವಿನ ನಂತರ ಮರಾಠಿ ಮಾತನಾಡುವ ಜನರ ಮೇಲೆ ಹಲ್ಲೆಗಳು ಹೆಚ್ಚಿವೆ ಎಂದು ಹೇಳಿದ್ದಾರೆ. (661, 1889, 989, 1982)
story-text: ಮೇಲೆ ಆರೋಪ ಮಾಡುವುದು ಸರಿಯಲ್ಲ ಎಂದು ಕಿಡಿಕಾರಿದ್ದಾರೆ. ಸಿ.ಟಿ ರವಿಯನ್ನು ಕೊಲೆಗಡುಕ ಎಂದು ಹೇಳಿದ್ದಾರೆ. ಹಾಗಾದರೆ ಅವರು ಕೊಲೆ ಮಾಡಿದ್ದಾರಾ? ಅವರ ಮೇಲೆ ಮಾರಣಾಂತಿಕ ಹಲ್ಲೆ ಮಾಡಿದ್ದಾರೆ. (555, 1322, 761, 1383)
dateline: ಬೀದರ್: (36, 406, 64, 418)
